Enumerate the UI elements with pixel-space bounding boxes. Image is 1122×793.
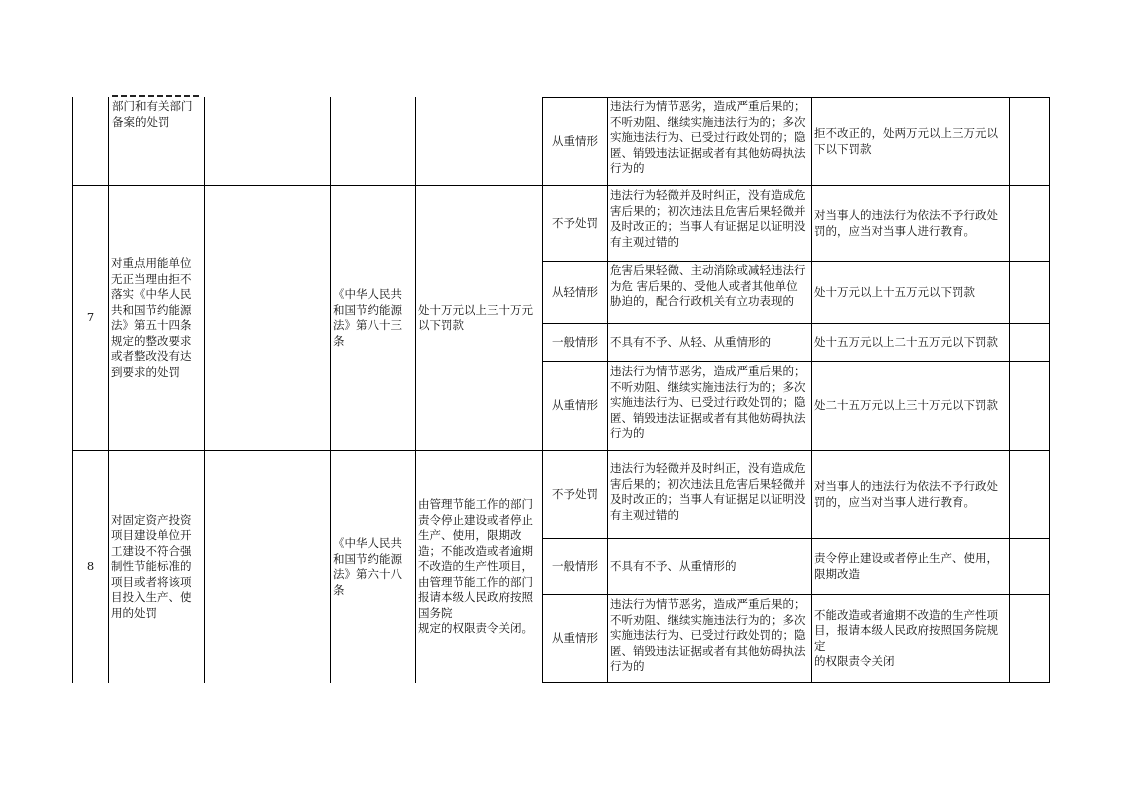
- level-label: 从轻情形: [552, 284, 598, 299]
- level-label: 不予处罚: [552, 486, 598, 501]
- subject-text: 对重点用能单位无正当理由拒不落实《中华人民共和国节约能源法》第五十四条规定的整改要求或者整改没有达到要求的处罚: [111, 256, 192, 379]
- penalty-range: 处十万元以上三十万元以下罚款: [418, 302, 533, 332]
- penalty-text: 处十万元以上十五万元以下罚款: [814, 284, 975, 299]
- penalty-text: 拒不改正的，处两万元以上三万元以下以下罚款: [814, 126, 998, 156]
- penalty-text: 对当事人的违法行为依法不予行政处罚的，应当对当事人进行教育。: [814, 208, 998, 238]
- condition-text: 违法行为情节恶劣，造成严重后果的；不听劝阻、继续实施违法行为的；多次实施违法行为、已受过行政处罚的；隐匿、销毁违法证据或者有其他妨碍执法行为的: [610, 597, 806, 673]
- row-number: 8: [86, 559, 95, 574]
- condition-text: 违法行为情节恶劣，造成严重后果的；不听劝阻、继续实施违法行为的；多次实施违法行为、已受过行政处罚的；隐匿、销毁违法证据或者有其他妨碍执法行为的: [610, 364, 806, 440]
- level-label: 从重情形: [552, 398, 598, 413]
- condition-text: 不具有不予、从轻、从重情形的: [610, 334, 771, 349]
- subject-text: 对固定资产投资项目建设单位开工建设不符合强制性节能标准的项目或者将该项目投入生产、使用的处罚: [111, 512, 192, 620]
- row-number: 7: [86, 310, 95, 325]
- penalty-text: 责令停止建设或者停止生产、使用，限期改造: [814, 551, 998, 581]
- legal-basis: 《中华人民共和国节约能源法》第六十八条: [333, 536, 402, 597]
- condition-text: 违法行为情节恶劣，造成严重后果的；不听劝阻、继续实施违法行为的；多次实施违法行为、已受过行政处罚的；隐匿、销毁违法证据或者有其他妨碍执法行为的: [610, 99, 806, 175]
- level-label: 一般情形: [552, 558, 598, 573]
- condition-text: 违法行为轻微并及时纠正，没有造成危害后果的；初次违法且危害后果轻微并及时改正的；当事人有证据足以证明没有主观过错的: [610, 461, 806, 522]
- penalty-text: 处二十五万元以上三十万元以下罚款: [814, 398, 998, 413]
- condition-text: 不具有不予、从重情形的: [610, 558, 737, 573]
- condition-text: 违法行为轻微并及时纠正，没有造成危害后果的；初次违法且危害后果轻微并及时改正的；当事人有证据足以证明没有主观过错的: [610, 188, 806, 249]
- cut-text-remnant: [112, 95, 202, 97]
- level-label: 一般情形: [552, 334, 598, 349]
- line: [542, 682, 1050, 683]
- legal-basis: 《中华人民共和国节约能源法》第八十三条: [333, 287, 402, 348]
- penalty-text: 处十五万元以上二十五万元以下罚款: [814, 334, 998, 349]
- subject-tail: 部门和有关部门 备案的处罚: [112, 99, 193, 129]
- penalty-range: 由管理节能工作的部门责令停止建设或者停止生产、使用，限期改造；不能改造或者逾期不改造的生产性项目，由管理节能工作的部门报请本级人民政府按照国务院 规定的权限责令关闭。: [418, 497, 533, 636]
- level-label: 从重情形: [552, 630, 598, 645]
- penalty-text: 对当事人的违法行为依法不予行政处罚的，应当对当事人进行教育。: [814, 479, 998, 509]
- level-label: 不予处罚: [552, 215, 598, 230]
- penalty-text: 不能改造或者逾期不改造的生产性项目，报请本级人民政府按照国务院规定 的权限责令关闭: [814, 607, 998, 668]
- condition-text: 危害后果轻微、主动消除或减轻违法行为危 害后果的、受他人或者其他单位胁迫的，配合行政机关有立功表现的: [610, 263, 806, 308]
- level-label: 从重情形: [552, 133, 598, 148]
